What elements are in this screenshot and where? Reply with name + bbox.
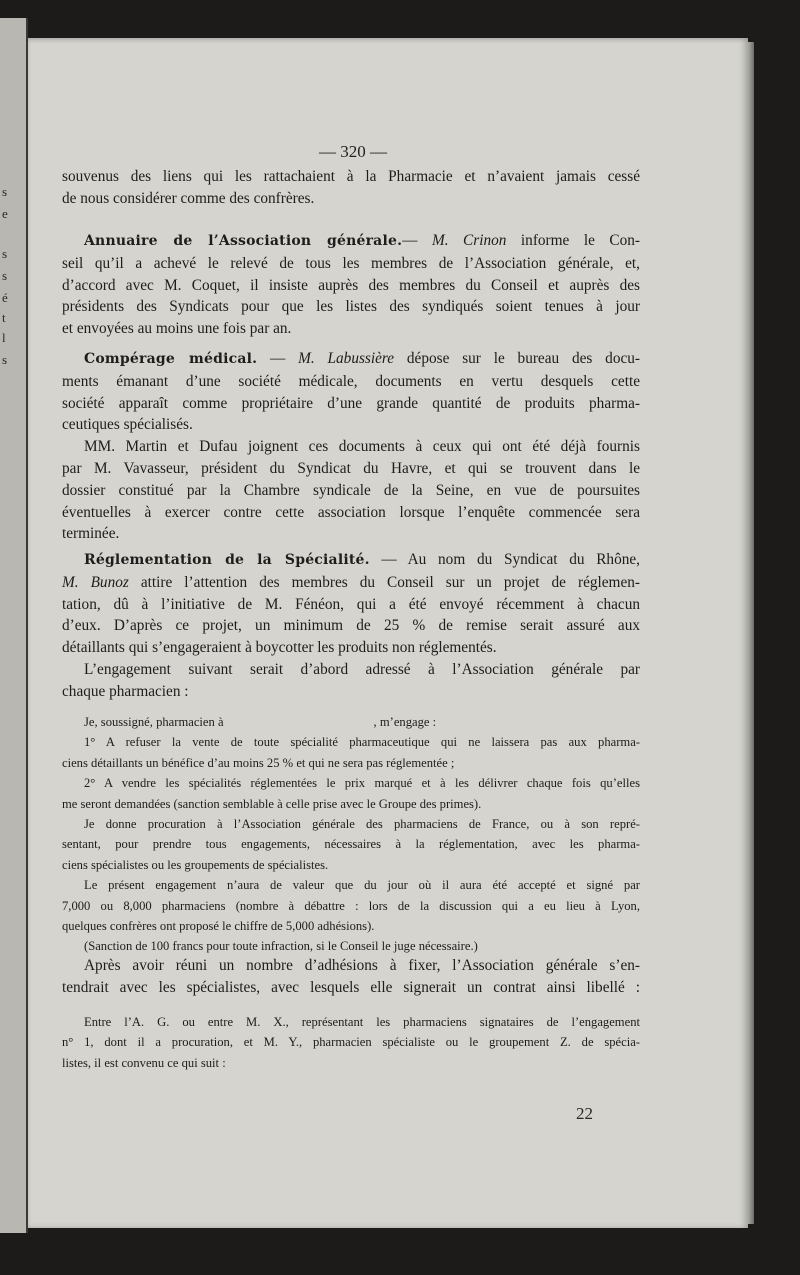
heading-dash: — — [402, 232, 432, 249]
text-line: Entre l’A. G. ou entre M. X., représentant les pharmaciens signataires de l’engagement — [84, 1015, 640, 1029]
text-line: 7,000 ou 8,000 pharmaciens (nombre à débattre : lors de la discussion qui a eu lieu à Lyon, — [62, 898, 640, 913]
text-fragment: informe le Con- — [506, 232, 640, 249]
left-page-fragment: é — [2, 290, 8, 305]
text-line: ceutiques spécialisés. — [62, 416, 193, 434]
text-line: présidents des Syndicats pour que les listes des syndiqués soient tenues à jour — [62, 298, 640, 316]
pledge-first-line — [62, 712, 640, 732]
left-page-fragment: s — [2, 246, 8, 261]
section-heading: Compérage médical. — [84, 351, 258, 367]
text-line: dossier constitué par la Chambre syndicale de la Seine, en vue de poursuites — [62, 481, 640, 499]
speaker-name: M. Bunoz — [62, 573, 129, 591]
signature-mark: 22 — [576, 1104, 593, 1123]
text-line: listes, il est convenu ce qui suit : — [62, 1055, 226, 1070]
text-line: me seront demandées (sanction semblable à celle prise avec le Groupe des primes). — [62, 796, 482, 811]
text-line: seil qu’il a achevé le relevé de tous les membres de l’Association générale, et, — [62, 254, 640, 272]
text-line: 2° A vendre les spécialités réglementées le prix marqué et à les délivrer chaque fois qu’elles — [84, 776, 640, 791]
speaker-name: M. Crinon — [431, 232, 507, 249]
text-line: souvenus des liens qui les rattachaient à la Pharmacie et n’avaient jamais cessé — [62, 168, 640, 185]
text-fragment: dépose sur le bureau des docu- — [394, 350, 640, 367]
text-line: Le présent engagement n’aura de valeur que du jour où il aura été accepté et signé par — [84, 878, 640, 893]
text-line: quelques confrères ont proposé le chiffre de 5,000 adhésions). — [62, 919, 375, 934]
text-line: Après avoir réuni un nombre d’adhésions à fixer, l’Association générale s’en- — [84, 957, 640, 974]
text-line: L’engagement suivant serait d’abord adressé à l’Association générale par — [84, 660, 640, 678]
section-comperage — [62, 348, 640, 545]
text-line: et envoyées au moins une fois par an. — [62, 320, 292, 338]
text-fragment: Au nom du Syndicat du Rhône, — [407, 551, 640, 568]
text-line: Je donne procuration à l’Association générale des pharmaciens de France, ou à son repré- — [84, 817, 640, 832]
after-pledge-paragraph — [62, 955, 640, 999]
text-line: sentant, pour prendre tous engagements, nécessaires à la réglementation, avec les pharma- — [62, 837, 640, 852]
text-fragment: attire l’attention des membres du Conseil sur un projet de réglemen- — [128, 573, 640, 591]
pledge-text — [62, 712, 640, 957]
text-line: ments émanant d’une société médicale, documents en vertu desquels cette — [62, 372, 640, 390]
text-line: éventuelles à exercer contre cette association lorsque l’enquête commencée sera — [62, 503, 640, 521]
section-heading: Réglementation de la Spécialité. — [84, 552, 370, 568]
text-line: MM. Martin et Dufau joignent ces documents à ceux qui ont été déjà fournis — [84, 438, 640, 456]
left-page-fragment: s — [2, 184, 8, 199]
speaker-name: M. Labussière — [298, 350, 395, 367]
left-page-fragment: l — [2, 330, 6, 345]
text-line: chaque pharmacien : — [62, 682, 189, 700]
text-line: terminée. — [62, 525, 120, 543]
text-line: par M. Vavasseur, président du Syndicat du Havre, et qui se trouvent dans le — [62, 459, 640, 477]
text-line: d’accord avec M. Coquet, il insiste auprès des membres du Conseil et auprès des — [62, 276, 640, 294]
text-line: d’eux. D’après ce projet, un minimum de 25 % de remise serait assuré aux — [62, 617, 640, 635]
text-line: détaillants qui s’engageraient à boycotter les produits non réglementés. — [62, 639, 497, 657]
adjacent-page-edge — [0, 18, 28, 1233]
left-page-fragment: s — [2, 268, 8, 283]
left-page-fragment: s — [2, 352, 8, 367]
continuation-paragraph — [62, 166, 640, 210]
text-line: ciens détaillants un bénéfice d’au moins 25 % et qui ne sera pas réglementée ; — [62, 755, 455, 770]
text-line: tation, dû à l’initiative de M. Fénéon, qui a été envoyé récemment à chacun — [62, 595, 640, 613]
page-number: — 320 — — [319, 142, 387, 161]
text-line: 1° A refuser la vente de toute spécialité pharmaceutique qui ne laissera pas aux pharma- — [84, 735, 640, 750]
document-page — [28, 38, 748, 1228]
heading-dash: — — [369, 551, 408, 568]
text-line: (Sanction de 100 francs pour toute infraction, si le Conseil le juge nécessaire.) — [84, 939, 478, 954]
heading-dash: — — [257, 350, 299, 367]
text-fragment: , m’engage : — [373, 715, 437, 729]
text-line: société apparaît comme propriétaire d’une grande quantité de produits pharma- — [62, 394, 640, 412]
contract-text — [62, 1012, 640, 1073]
text-fragment: Je, soussigné, pharmacien à — [84, 715, 224, 729]
text-line: n° 1, dont il a procuration, et M. Y., pharmacien spécialiste ou le groupement Z. de spécia- — [62, 1035, 640, 1050]
section-heading: Annuaire de l’Association générale. — [84, 233, 403, 249]
section-annuaire — [62, 230, 640, 340]
left-page-fragment: e — [2, 206, 8, 221]
text-line: ciens spécialistes ou les groupements de spécialistes. — [62, 857, 329, 872]
text-line: tendrait avec les spécialistes, avec lesquels elle signerait un contrat ainsi libellé : — [62, 978, 640, 996]
left-page-fragment: t — [2, 310, 6, 325]
text-line: de nous considérer comme des confrères. — [62, 189, 315, 207]
section-reglementation — [62, 549, 640, 703]
